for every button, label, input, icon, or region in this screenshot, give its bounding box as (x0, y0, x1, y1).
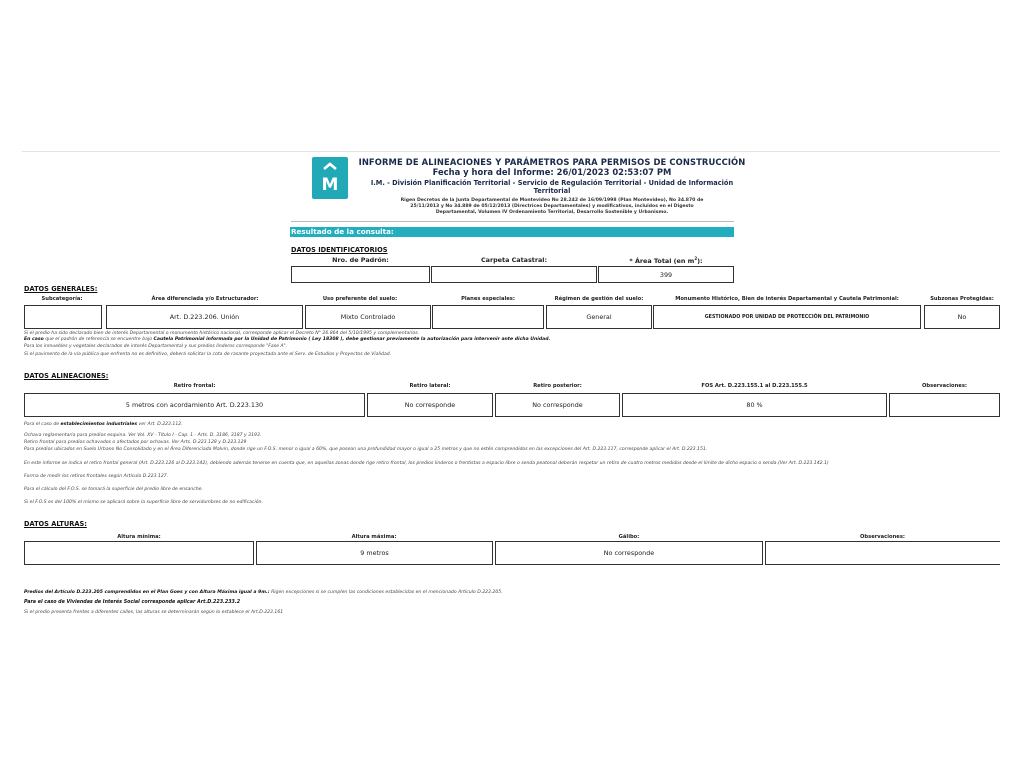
carpeta-label: Carpeta Catastral: (480, 256, 548, 264)
subcategoria-label: Subcategoría: (41, 296, 83, 302)
report-title: INFORME DE ALINEACIONES Y PARÁMETROS PARA PERMISOS DE CONSTRUCCIÓN (358, 157, 746, 167)
uso-suelo-label: Uso preferente del suelo: (322, 296, 398, 302)
industrial-note-end: ver Art. D.223.112. (137, 422, 183, 427)
monumento-label: Monumento Histórico, Bien de interés Departamental y Cautela Patrimonial: (675, 296, 899, 302)
uso-suelo-value: Mixto Controlado (305, 305, 431, 329)
retiro-posterior-label: Retiro posterior: (533, 383, 582, 389)
top-divider (22, 151, 1000, 152)
cautela-note-start: En caso (24, 337, 44, 342)
retiro-frontal-label: Retiro frontal: (173, 383, 216, 389)
alineaciones-title: DATOS ALINEACIONES: (24, 372, 109, 380)
generales-note: Si el pavimento de la vía pública que enfrenta no es definitivo, deberá solicitar la cota de rasante proyectada ante el Serv. de Estudios y Proyectos de Vialidad. (24, 352, 392, 357)
alineaciones-note: Retiro frontal para predios ochavados o afectados por ochavas. Ver Arts. D.223.128 y D.223.129 (24, 440, 247, 445)
area-value: 399 (598, 266, 734, 283)
alturas-observaciones-value (765, 541, 1000, 565)
industrial-note (24, 422, 183, 427)
fos-value: 80 % (622, 393, 887, 417)
decrees-text (356, 198, 748, 217)
frentes-note: Si el predio presenta frentes a diferentes calles, las alturas se determinarán según lo establece el Art.D.223.161 (24, 610, 284, 615)
goes-note (24, 590, 503, 595)
retiro-posterior-value: No corresponde (495, 393, 620, 417)
subzonas-label: Subzonas Protegidas: (930, 296, 994, 302)
planes-especiales-value (432, 305, 544, 329)
generales-title: DATOS GENERALES: (24, 285, 98, 293)
department-line: I.M. - División Planificación Territorial - Servicio de Regulación Territorial - Unidad de Información Territorial (370, 179, 734, 195)
area-label-sup: 2 (694, 256, 698, 261)
alineaciones-note: Si el F.O.S es del 100% el mismo se aplicará sobre la superficie libre de servidumbres de no edificación. (24, 500, 263, 505)
report-date: Fecha y hora del Informe: 26/01/2023 02:53:07 PM (432, 167, 672, 177)
decree-line: 25/11/2013 y No 34.889 de 05/12/2013 (Directrices Departamentales) y modificativos, incluidos en el Digesto (410, 204, 694, 210)
result-bar: Resultado de la consulta: (290, 227, 734, 237)
padron-label: Nro. de Padrón: (332, 256, 389, 264)
identificatorios-title: DATOS IDENTIFICATORIOS (291, 246, 388, 254)
alineaciones-note: Para el cálculo del F.O.S. se tomará la superficie del predio libre de ensanche. (24, 487, 203, 492)
generales-note: Si el predio ha sido declarado bien de interés Departamental o monumento histórico nacional, corresponde aplicar el Decreto N° 26.864 del 5/10/1995 y complementarios. (24, 331, 420, 336)
galibo-value: No corresponde (495, 541, 763, 565)
logo-letter: M (321, 175, 339, 195)
regimen-gestion-label: Régimen de gestión del suelo: (554, 296, 644, 302)
retiro-lateral-label: Retiro lateral: (409, 383, 451, 389)
industrial-note-start: Para el caso de (24, 422, 61, 427)
carpeta-value (431, 266, 597, 283)
planes-especiales-label: Planes especiales: (461, 296, 515, 302)
retiro-frontal-value: 5 metros con acordamiento Art. D.223.130 (24, 393, 365, 417)
decree-line: Rigen Decretos de la Junta Departamental de Montevideo No 28.242 de 16/09/1998 (Plan Montevideo), No 34.870 de (400, 198, 704, 203)
fos-label: FOS Art. D.223.155.1 al D.223.155.5 (701, 383, 808, 389)
cautela-note-bold: Cautela Patrimonial informada por la Unidad de Patrimonio ( Ley 18308 ), debe gestionar previamente la autorización para intervenir ante dicha Unidad. (153, 337, 551, 342)
header-divider (291, 221, 734, 222)
subcategoria-value (24, 305, 102, 329)
decree-line: Departamental, Volumen IV Ordenamiento Territorial, Desarrollo Sostenible y Urbanismo. (435, 210, 669, 216)
area-diferenciada-label: Área diferenciada y/o Estructurador: (151, 296, 259, 302)
alineaciones-observaciones-value (889, 393, 1000, 417)
cautela-note-mid: que el padrón de referencia se encuentre bajo (43, 337, 154, 342)
area-label-prefix: * Área Total (en m (629, 257, 695, 266)
altura-minima-value (24, 541, 254, 565)
industrial-note-bold: establecimientos industriales (60, 422, 138, 427)
alineaciones-note: En este informe se indica el retiro frontal general (Art. D.223.126 al D.223.142), debiendo además tenerse en cuenta que, en aquellas zonas donde rige retiro frontal, los predios linderos o frentistas a espacio libre o senda peatonal deberán respetar un retiro de cuatro metros medidos desde el límite de dicho espacio o senda.(Ver Art. D.223.142.1) (24, 461, 829, 466)
alineaciones-note: Forma de medir los retiros frontales según Artículo D.223.127. (24, 474, 169, 479)
altura-minima-label: Altura mínima: (117, 534, 161, 540)
alineaciones-observaciones-label: Observaciones: (922, 383, 967, 389)
retiro-lateral-value: No corresponde (367, 393, 493, 417)
subzonas-value: No (924, 305, 1000, 329)
vivienda-note: Para el caso de Viviendas de Interés Social corresponde aplicar Art.D.223.233.2 (24, 600, 241, 605)
report-header (356, 157, 748, 217)
im-logo (312, 157, 348, 199)
alturas-observaciones-label: Observaciones: (860, 534, 905, 540)
altura-maxima-label: Altura máxima: (351, 534, 397, 540)
alturas-title: DATOS ALTURAS: (24, 520, 87, 528)
goes-note-rest: Rigen excepciones si se cumplen las condiciones establecidas en el mencionado Artículo D.223.205. (269, 590, 503, 595)
alineaciones-note: Ochava reglamentaria para predios esquina. Ver Vol. XV - Título I - Cap. 1 - Arts. D. 3186, 3187 y 3193. (24, 433, 262, 438)
area-label-suffix: ): (697, 257, 703, 266)
galibo-label: Gálibo: (618, 534, 640, 540)
cautela-note (24, 337, 550, 342)
regimen-gestion-value: General (546, 305, 652, 329)
alineaciones-note: Para predios ubicados en Suelo Urbano No Consolidado y en el Área Diferenciada Malvín, donde rige un F.O.S. menor o igual a 60%, que posean una profundidad mayor o igual a 25 metros y que no estén comprendidos en las excepciones del Art. D.223.117, corresponde aplicar el Art. D.223.151. (24, 447, 708, 452)
padron-value (291, 266, 430, 283)
area-diferenciada-value: Art. D.223.206. Unión (106, 305, 303, 329)
generales-note: Para los inmuebles y vegetales declarados de interés Departamental y sus predios linderos corresponde "Fase A". (24, 344, 288, 349)
monumento-value: GESTIONADO POR UNIDAD DE PROTECCIÓN DEL PATRIMONIO (653, 305, 921, 329)
goes-note-bold: Predios del Artículo D.223.205 comprendidos en el Plan Goes y con Altura Máxima igual a 9m.: (24, 590, 270, 595)
altura-maxima-value: 9 metros (256, 541, 493, 565)
area-label (598, 256, 734, 265)
